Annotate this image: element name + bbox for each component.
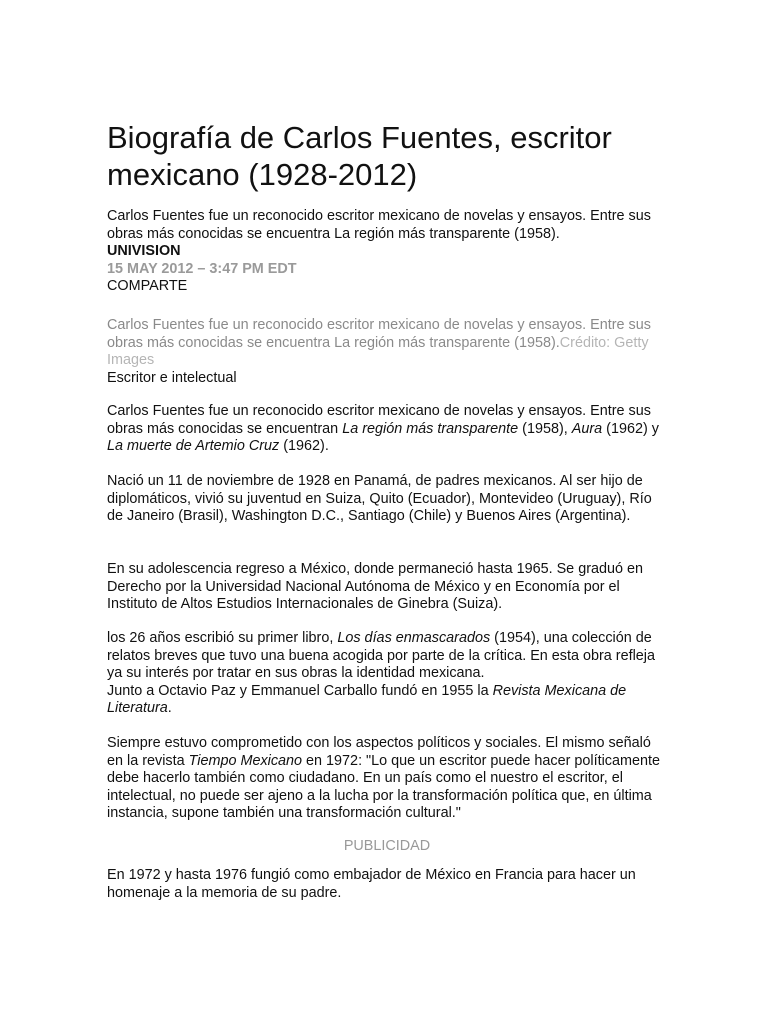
body-paragraph-2 <box>107 473 667 526</box>
work-title-region: La región más transparente <box>342 420 519 437</box>
paragraph-politics <box>107 735 667 823</box>
paragraph-works <box>107 403 667 456</box>
p1-intro: Carlos Fuentes fue un reconocido escritor mexicano de novelas y ensayos. Entre sus obras más conocidas se encuentran <box>107 403 651 437</box>
body-paragraph-6 <box>107 867 667 902</box>
image-caption-text: Carlos Fuentes fue un reconocido escritor mexicano de novelas y ensayos. Entre sus obras más conocidas se encuentra La región más transparente (1958). <box>107 317 651 351</box>
p1-after3: (1962). <box>279 438 329 455</box>
publish-date: 15 MAY 2012 – 3:47 PM EDT <box>107 260 297 277</box>
p5-intro: Siempre estuvo comprometido con los aspectos políticos y sociales. El mismo señaló en la revista <box>107 735 651 769</box>
paragraph-first-book <box>107 630 667 683</box>
p1-after2: (1962) y <box>602 420 659 437</box>
body-paragraph-4 <box>107 630 667 718</box>
p1-after1: (1958), <box>518 420 572 437</box>
article-header-meta <box>107 208 667 296</box>
body-paragraph-3 <box>107 561 667 614</box>
image-credit: Crédito: Getty Images <box>107 334 649 369</box>
p4-line2-intro: Junto a Octavio Paz y Emmanuel Carballo fundó en 1955 la <box>107 682 493 699</box>
work-title-artemio: La muerte de Artemio Cruz <box>107 438 280 455</box>
article-summary: Carlos Fuentes fue un reconocido escritor mexicano de novelas y ensayos. Entre sus obras más conocidas se encuentra La región más transparente (1958). <box>107 208 651 242</box>
magazine-title: Revista Mexicana de Literatura <box>107 682 627 717</box>
work-title-aura: Aura <box>571 420 603 437</box>
p4-line2-end: . <box>167 700 172 717</box>
paragraph-birth: Nació un 11 de noviembre de 1928 en Panamá, de padres mexicanos. Al ser hijo de diplomáticos, vivió su juventud en Suiza, Quito (Ecuador), Montevideo (Uruguay), Río de Janeiro (Brasil), Washington D.C., Santiago (Chile) y Buenos Aires (Argentina). <box>107 473 652 525</box>
advertisement-label: PUBLICIDAD <box>343 838 431 854</box>
magazine-tiempo: Tiempo Mexicano <box>188 752 303 769</box>
share-button[interactable]: COMPARTE <box>107 278 188 295</box>
image-tag: Escritor e intelectual <box>107 369 237 386</box>
paragraph-revista <box>107 683 667 718</box>
paragraph-ambassador: En 1972 y hasta 1976 fungió como embajador de México en Francia para hacer un homenaje a la memoria de su padre. <box>107 867 636 901</box>
p4-intro: los 26 años escribió su primer libro, <box>107 630 338 646</box>
p5-rest: en 1972: "Lo que un escritor puede hacer políticamente debe hacerlo también como ciudadano. En un país como el nuestro el escritor, el intelectual, no puede ser ajeno a la lucha por la transformación política que, en última instancia, supone también una transformación cultural." <box>107 752 660 822</box>
article-title: Biografía de Carlos Fuentes, escritor mexicano (1928-2012) <box>107 120 612 192</box>
work-title-dias: Los días enmascarados <box>337 630 491 646</box>
image-caption-block <box>107 317 667 387</box>
paragraph-education: En su adolescencia regreso a México, donde permaneció hasta 1965. Se graduó en Derecho por la Universidad Nacional Autónoma de México y en Economía por el Instituto de Altos Estudios Internacionales de Ginebra (Suiza). <box>107 561 644 613</box>
source-label[interactable]: UNIVISION <box>107 243 181 260</box>
p4-rest: (1954), una colección de relatos breves que tuvo una buena acogida por parte de la crítica. En esta obra refleja ya su interés por tratar en sus obras la identidad mexicana. <box>107 630 655 682</box>
image-caption <box>107 317 667 370</box>
body-paragraph-5 <box>107 735 667 823</box>
body-paragraph-1 <box>107 403 667 456</box>
